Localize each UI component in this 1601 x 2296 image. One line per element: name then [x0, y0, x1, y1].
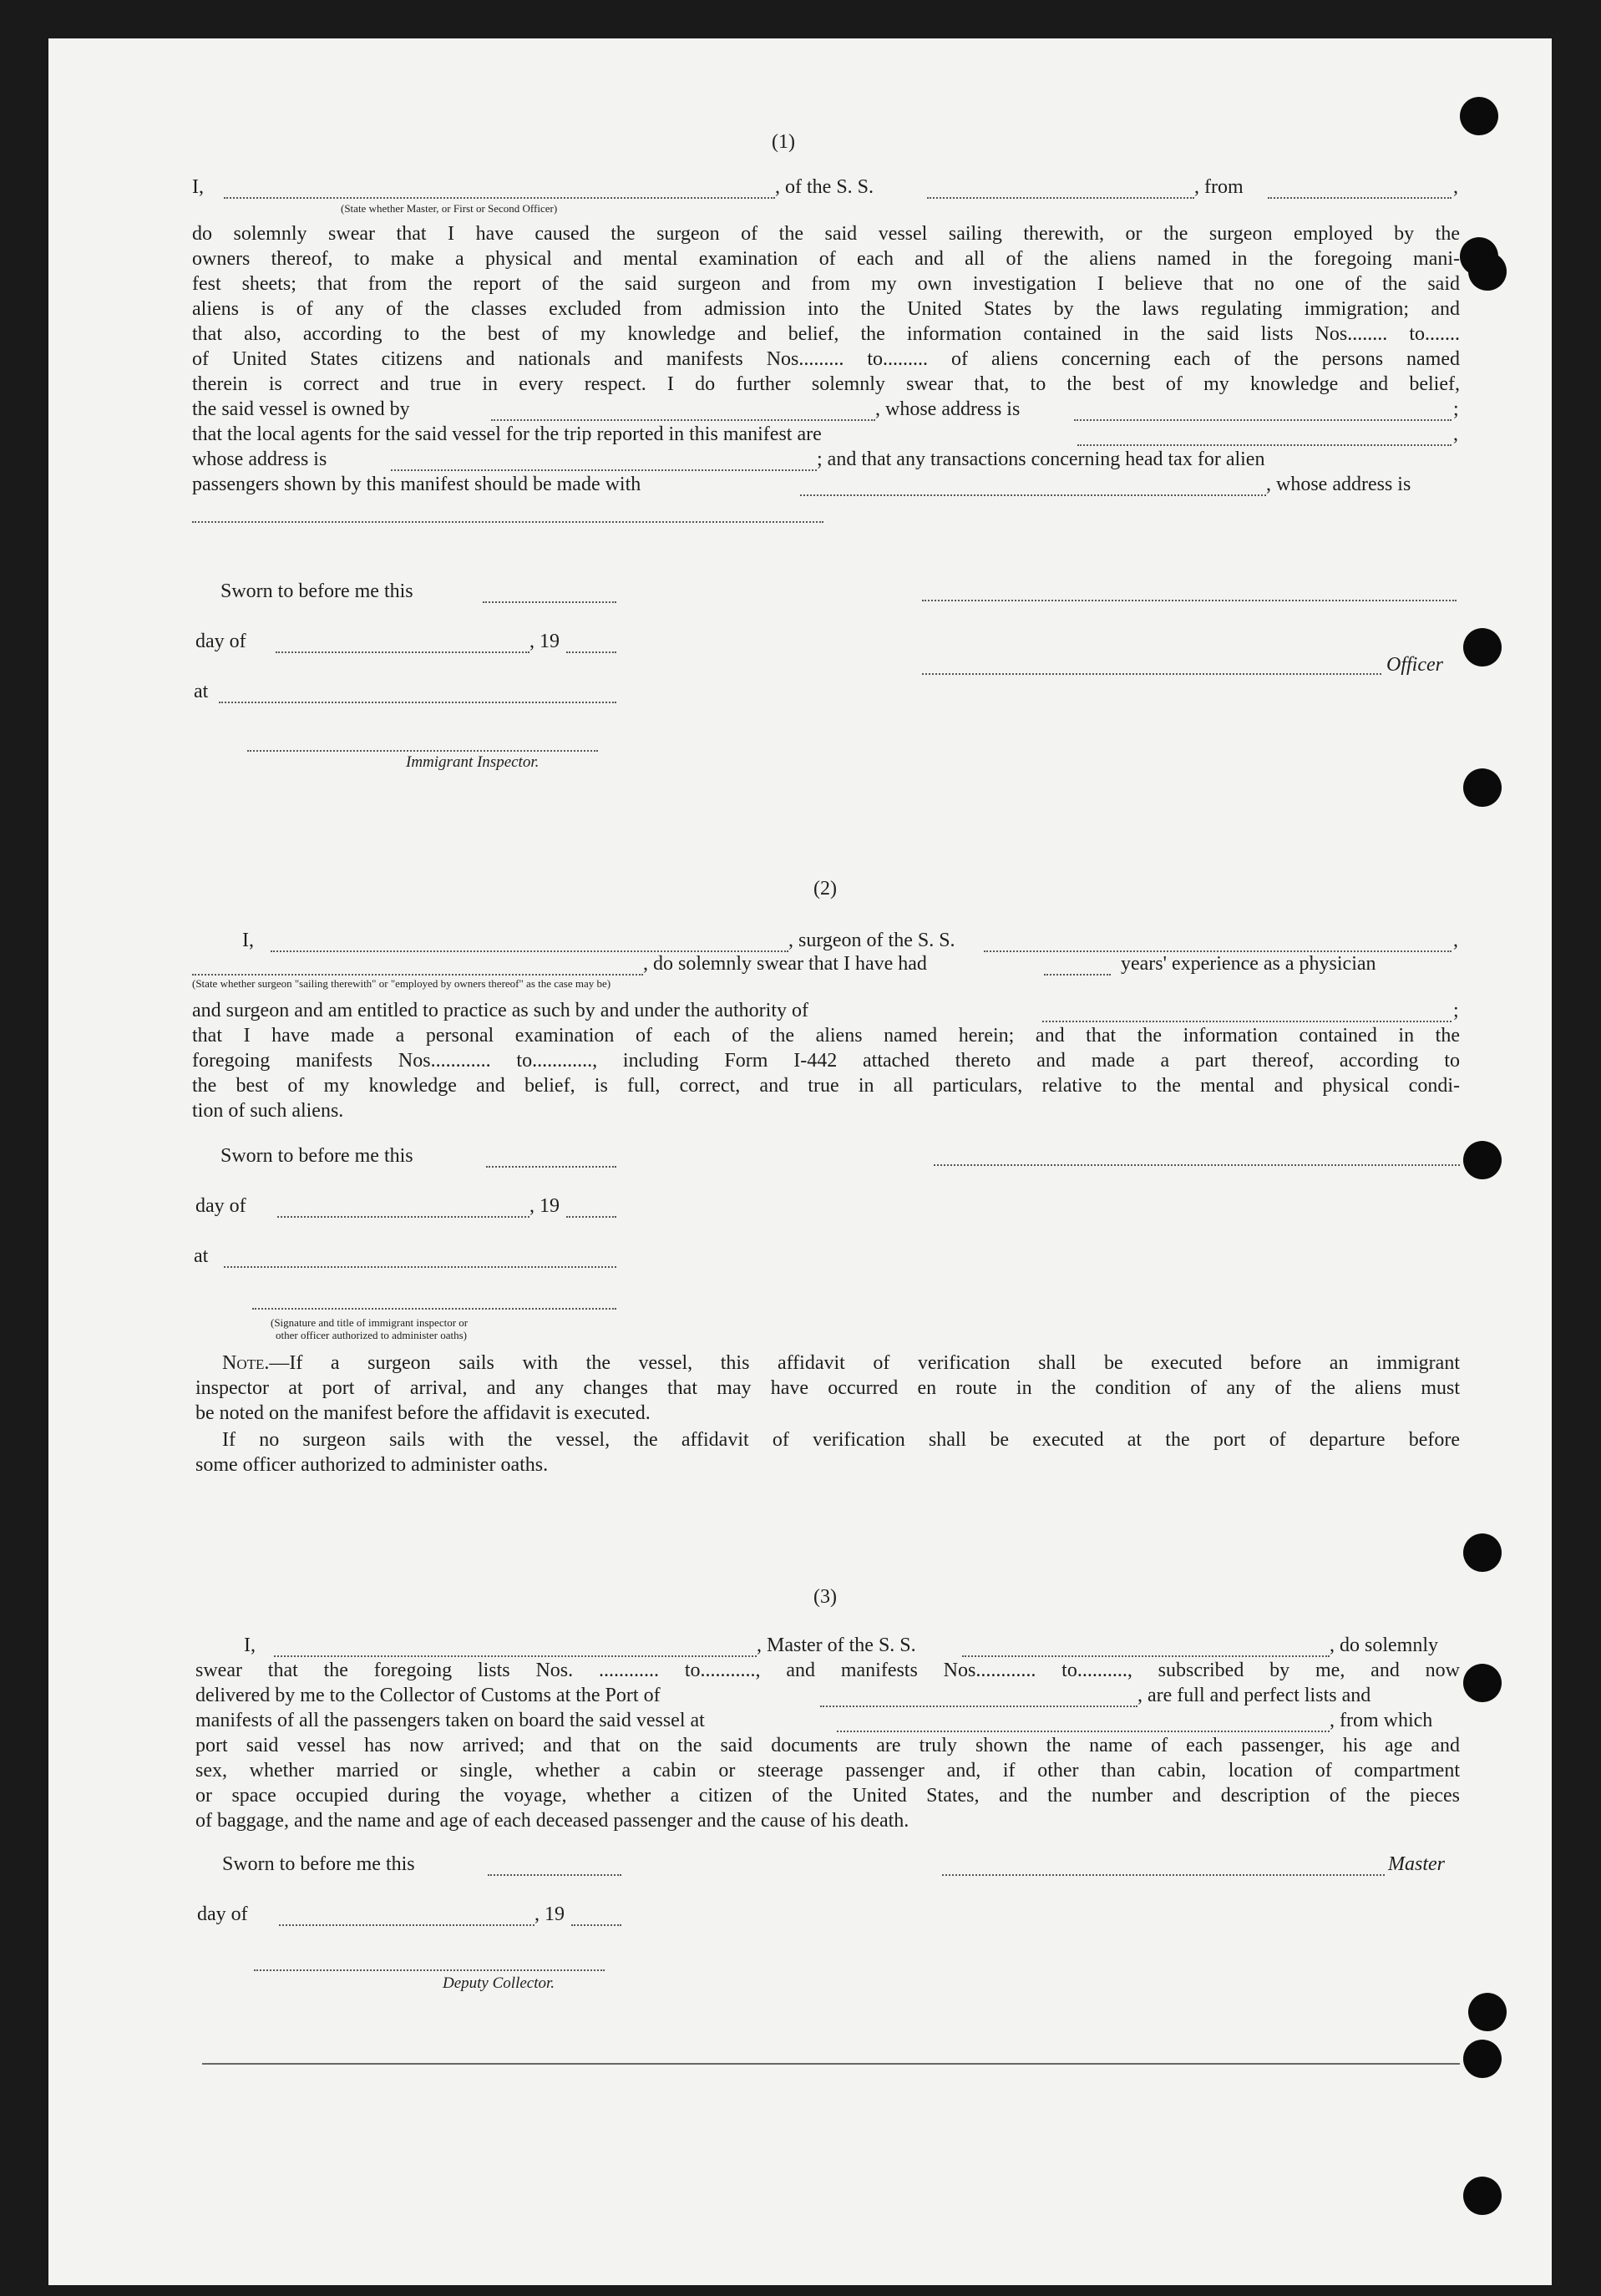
sec1-line1-end: ,	[1453, 176, 1458, 198]
sec3-para-line: of baggage, and the name and age of each deceased passenger and the cause of his death.	[195, 1810, 909, 1832]
punch-hole	[1468, 1993, 1507, 2031]
sec2-para-line: tion of such aliens.	[192, 1100, 344, 1122]
sec1-tax-address-label: , whose address is	[1266, 474, 1411, 495]
sec2-year: , 19	[529, 1195, 560, 1217]
punch-hole	[1460, 97, 1498, 135]
sec1-blank-vessel[interactable]	[927, 197, 1194, 199]
sec1-para-line: that also, according to the best of my knowledge and belief, the information contained in the said lists Nos........ to.......	[192, 323, 1460, 345]
punch-hole	[1463, 1533, 1502, 1572]
sec2-years-experience: years' experience as a physician	[1121, 953, 1376, 975]
sec2-para-line: that I have made a personal examination of each of the aliens named herein; and that the information contained in the	[192, 1025, 1460, 1047]
sec3-para-line: or space occupied during the voyage, whether a citizen of the United States, and the number and description of the pieces	[195, 1785, 1460, 1807]
note-label: Note.	[222, 1352, 270, 1374]
sec1-blank-sworn-day[interactable]	[483, 601, 616, 603]
sec1-head-tax: ; and that any transactions concerning head tax for alien	[817, 449, 1265, 470]
section-3-heading: (3)	[813, 1586, 837, 1608]
sec3-line1-i: I,	[244, 1635, 256, 1656]
sec2-authority: and surgeon and am entitled to practice as such by and under the authority of	[192, 1000, 808, 1021]
sec3-sworn: Sworn to before me this	[222, 1853, 415, 1875]
note-text: —If a surgeon sails with the vessel, this affidavit of verification shall be executed before an immigrant	[269, 1352, 1460, 1374]
sec2-line3-end: ;	[1453, 1000, 1459, 1021]
sec3-blank-vessel[interactable]	[962, 1655, 1330, 1657]
sec1-blank-year[interactable]	[566, 651, 616, 653]
sec1-blank-owner[interactable]	[491, 419, 875, 421]
sec2-blank-inspector-signature[interactable]	[252, 1308, 616, 1310]
sec2-blank-authority[interactable]	[1042, 1021, 1452, 1022]
sec1-para-line: do solemnly swear that I have caused the surgeon of the said vessel sailing therewith, or the surgeon employed by the	[192, 223, 1460, 245]
sec2-para-line: the best of my knowledge and belief, is full, correct, and true in all particulars, relative to the mental and physical condi-	[192, 1075, 1460, 1097]
sec1-passengers: passengers shown by this manifest should be made with	[192, 474, 641, 495]
punch-hole	[1463, 628, 1502, 666]
sec2-blank-years[interactable]	[1044, 974, 1111, 976]
sec3-para-line: sex, whether married or single, whether a cabin or steerage passenger and, if other than cabin, location of compartment	[195, 1760, 1460, 1782]
sec1-blank-tax-address[interactable]	[192, 521, 823, 523]
sec1-caption: (State whether Master, or First or Second Officer)	[341, 202, 558, 215]
sec3-blank-deputy-signature[interactable]	[254, 1969, 605, 1971]
sec1-sworn: Sworn to before me this	[220, 580, 413, 602]
sec1-inspector-label: Immigrant Inspector.	[406, 753, 540, 771]
sec1-blank-inspector-signature[interactable]	[247, 750, 598, 752]
note-line: some officer authorized to administer oaths.	[195, 1454, 549, 1476]
sec1-local-agents: that the local agents for the said vessel for the trip reported in this manifest are	[192, 423, 822, 445]
sec3-day-of: day of	[197, 1903, 248, 1925]
sec1-para-line: owners thereof, to make a physical and mental examination of each and all of the aliens named in the foregoing mani-	[192, 248, 1460, 270]
sec1-blank-owner-address[interactable]	[1074, 419, 1452, 421]
document-page	[48, 38, 1552, 2285]
sec3-blank-embark-port[interactable]	[837, 1731, 1330, 1732]
sec1-blank-agents[interactable]	[1077, 444, 1452, 446]
sec2-solemnly: , do solemnly swear that I have had	[643, 953, 927, 975]
sec1-line1-from: , from	[1194, 176, 1244, 198]
sec3-para-line: swear that the foregoing lists Nos. ............ to..........., and manifests Nos............ to.........., subscribed by me, and now	[195, 1660, 1460, 1681]
sec2-sig-caption: (Signature and title of immigrant inspector or	[271, 1316, 469, 1329]
sec1-line1-i: I,	[192, 176, 204, 198]
sec2-blank-year[interactable]	[566, 1216, 616, 1218]
note-line	[195, 1351, 1460, 1375]
punch-hole	[1463, 1141, 1502, 1179]
sec1-para-line: therein is correct and true in every respect. I do further solemnly swear that, to the best of my knowledge and belief,	[192, 373, 1460, 395]
sec1-para-line: aliens is of any of the classes excluded from admission into the United States by the laws regulating immigration; and	[192, 298, 1460, 320]
sec2-blank-sworn-day[interactable]	[486, 1166, 616, 1168]
sec2-day-of: day of	[195, 1195, 246, 1217]
section-1-heading: (1)	[772, 131, 795, 153]
sec3-port-label: delivered by me to the Collector of Customs at the Port of	[195, 1685, 661, 1706]
punch-hole	[1463, 1664, 1502, 1702]
note-line: If no surgeon sails with the vessel, the affidavit of verification shall be executed at the port of departure before	[222, 1429, 1460, 1451]
sec2-at: at	[194, 1245, 209, 1267]
sec3-blank-master-signature[interactable]	[942, 1874, 1385, 1876]
punch-hole	[1463, 2177, 1502, 2215]
sec1-line1-of: , of the S. S.	[775, 176, 874, 198]
punch-hole	[1468, 252, 1507, 291]
sec1-at: at	[194, 681, 209, 702]
sec3-from-which: , from which	[1330, 1710, 1433, 1731]
sec3-master-signature-label: Master	[1388, 1853, 1445, 1875]
sec1-line13-end: ,	[1453, 423, 1458, 445]
sec1-blank-officer-signature[interactable]	[922, 600, 1457, 601]
sec2-surgeon-label: , surgeon of the S. S.	[788, 930, 955, 951]
sec2-blank-surgeon-signature[interactable]	[934, 1164, 1460, 1166]
bottom-rule	[202, 2063, 1460, 2065]
sec2-blank-surgeon-type[interactable]	[192, 974, 643, 976]
sec3-deputy-label: Deputy Collector.	[443, 1974, 555, 1992]
sec3-blank-master-name[interactable]	[274, 1655, 757, 1657]
sec2-para-line: foregoing manifests Nos............ to............, including Form I-442 attached thereto and made a part thereof, according to	[192, 1050, 1460, 1072]
sec2-line1-end: ,	[1453, 930, 1458, 951]
sec3-blank-sworn-day[interactable]	[488, 1874, 621, 1876]
sec3-taken-on-board: manifests of all the passengers taken on board the said vessel at	[195, 1710, 705, 1731]
punch-hole	[1463, 2040, 1502, 2078]
sec1-owned-by: the said vessel is owned by	[192, 398, 410, 420]
sec1-blank-tax-contact[interactable]	[800, 494, 1266, 496]
sec3-master-label: , Master of the S. S.	[757, 1635, 916, 1656]
sec1-blank-at[interactable]	[219, 702, 616, 703]
section-2-heading: (2)	[813, 878, 837, 900]
sec1-blank-month[interactable]	[276, 651, 529, 653]
sec3-blank-port[interactable]	[820, 1706, 1137, 1707]
sec1-line12-end: ;	[1453, 398, 1459, 420]
sec1-year: , 19	[529, 631, 560, 652]
sec2-line1-i: I,	[242, 930, 254, 951]
sec3-blank-year[interactable]	[571, 1924, 621, 1926]
note-line: be noted on the manifest before the affidavit is executed.	[195, 1402, 651, 1424]
sec2-sworn: Sworn to before me this	[220, 1145, 413, 1167]
punch-hole	[1463, 768, 1502, 807]
sec2-caption: (State whether surgeon "sailing therewith" or "employed by owners thereof" as the case may be)	[192, 977, 611, 990]
sec2-blank-month[interactable]	[277, 1216, 529, 1218]
sec1-blank-agent-address[interactable]	[391, 469, 817, 471]
sec1-para-line: fest sheets; that from the report of the said surgeon and from my own investigation I believe that no one of the said	[192, 273, 1460, 295]
sec3-para-line: port said vessel has now arrived; and that on the said documents are truly shown the name of each passenger, his age and	[195, 1735, 1460, 1756]
sec3-full-perfect: , are full and perfect lists and	[1137, 1685, 1371, 1706]
note-line: inspector at port of arrival, and any changes that may have occurred en route in the condition of any of the aliens must	[195, 1377, 1460, 1399]
sec1-officer-label: Officer	[1386, 654, 1443, 676]
sec1-owner-address-label: , whose address is	[875, 398, 1021, 420]
sec1-blank-officer-title[interactable]	[922, 673, 1381, 675]
sec3-blank-month[interactable]	[279, 1924, 535, 1926]
sec3-year: , 19	[535, 1903, 565, 1925]
sec1-blank-from[interactable]	[1268, 197, 1452, 199]
sec2-blank-at[interactable]	[224, 1266, 616, 1268]
sec1-whose-address: whose address is	[192, 449, 327, 470]
sec2-sig-caption: other officer authorized to administer oaths)	[276, 1329, 467, 1341]
sec1-para-line: of United States citizens and nationals and manifests Nos......... to......... of aliens concerning each of the persons named	[192, 348, 1460, 370]
sec1-blank-officer-name[interactable]	[224, 197, 775, 199]
sec3-line1-end: , do solemnly	[1330, 1635, 1438, 1656]
sec1-day-of: day of	[195, 631, 246, 652]
